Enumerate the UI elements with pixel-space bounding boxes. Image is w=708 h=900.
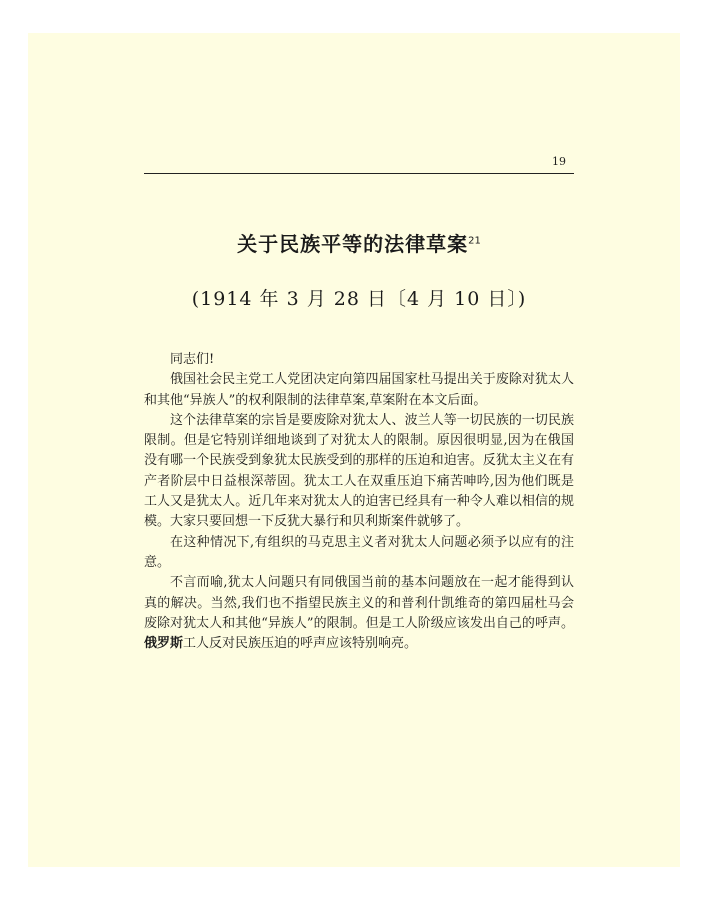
document-date: (1914 年 3 月 28 日〔4 月 10 日〕) <box>191 288 527 310</box>
paragraph-greeting: 同志们! <box>170 352 215 367</box>
body-text <box>144 350 574 654</box>
emphasized-text: 俄罗斯 <box>144 636 184 652</box>
paragraph-text: 工人反对民族压迫的呼声应该特别响亮。 <box>183 636 418 652</box>
title-text: 关于民族平等的法律草案 <box>237 232 469 256</box>
footnote-marker: 21 <box>468 235 481 247</box>
paragraph: 俄国社会民主党工人党团决定向第四届国家杜马提出关于废除对犹太人和其他“异族人”的权利限制的法律草案,草案附在本文后面。 <box>144 372 574 408</box>
running-header <box>144 155 574 174</box>
paragraph: 这个法律草案的宗旨是要废除对犹太人、波兰人等一切民族的一切民族限制。但是它特别详细地谈到了对犹太人的限制。原因很明显,因为在俄国没有哪一个民族受到象犹太民族受到的那样的压迫和迫害。反犹太主义在有产者阶层中日益根深蒂固。犹太工人在双重压迫下痛苦呻吟,因为他们既是工人又是犹太人。近几年来对犹太人的迫害已经具有一种令人难以相信的规模。大家只要回想一下反犹大暴行和贝利斯案件就够了。 <box>144 412 574 530</box>
paragraph-text: 不言而喻,犹太人问题只有同俄国当前的基本问题放在一起才能得到认真的解决。当然,我们也不指望民族主义的和普利什凯维奇的第四届杜马会废除对犹太人和其他“异族人”的限制。但是工人阶级应该发出自己的呼声。 <box>144 575 574 631</box>
paragraph: 在这种情况下,有组织的马克思主义者对犹太人问题必须予以应有的注意。 <box>144 534 574 570</box>
page-number: 19 <box>552 155 566 168</box>
document-title <box>144 228 574 257</box>
paragraph <box>144 573 574 654</box>
